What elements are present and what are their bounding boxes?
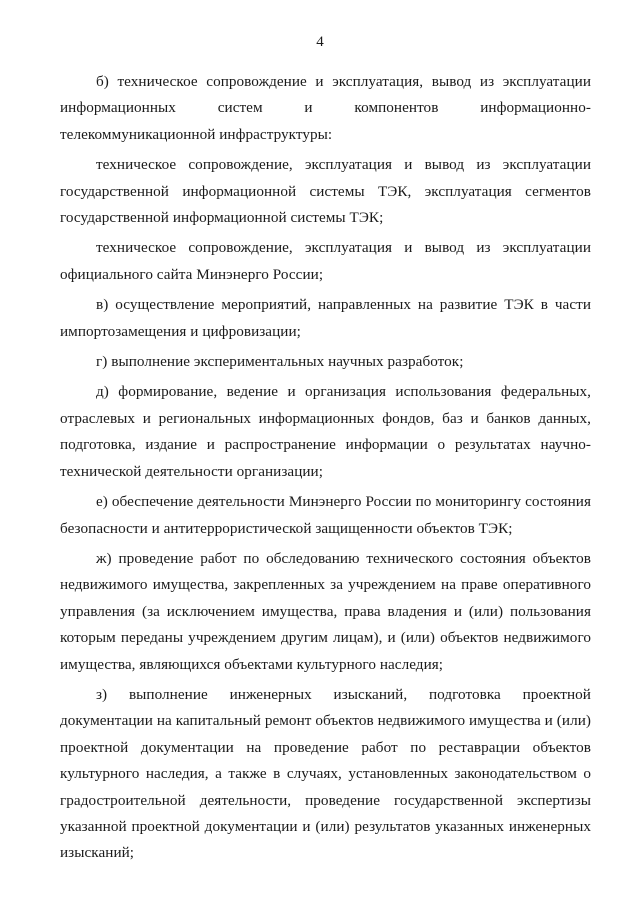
paragraph-b-item-2: техническое сопровождение, эксплуатация и вывод из эксплуатации официального сайта Минэнерго России;: [60, 239, 591, 283]
paragraph-b: б) техническое сопровождение и эксплуатация, вывод из эксплуатации информационных систем и компонентов информационно-телекоммуникационной инфраструктуры:: [60, 73, 591, 143]
paragraph-e: е) обеспечение деятельности Минэнерго России по мониторингу состояния безопасности и антитеррористической защищенности объектов ТЭК;: [60, 493, 591, 537]
document-body: [60, 69, 591, 869]
paragraph-v: в) осуществление мероприятий, направленных на развитие ТЭК в части импортозамещения и цифровизации;: [60, 296, 591, 340]
page-number: 4: [316, 34, 324, 50]
paragraph-g: г) выполнение экспериментальных научных разработок;: [96, 353, 464, 371]
paragraph-d: д) формирование, ведение и организация использования федеральных, отраслевых и региональных информационных фондов, баз и банков данных, подготовка, издание и распространение информации о результатах научно-технической деятельности организации;: [60, 383, 591, 480]
paragraph-zh: ж) проведение работ по обследованию технического состояния объектов недвижимого имущества, закрепленных за учреждением на праве оперативного управления (за исключением имущества, права владения и (или) пользования которым переданы учреждением другим лицам), и (или) объектов недвижимого имущества, являющихся объектами культурного наследия;: [60, 549, 591, 673]
paragraph-b-item-1: техническое сопровождение, эксплуатация и вывод из эксплуатации государственной информационной системы ТЭК, эксплуатация сегментов государственной информационной системы ТЭК;: [60, 156, 591, 227]
paragraph-z: з) выполнение инженерных изысканий, подготовка проектной документации на капитальный ремонт объектов недвижимого имущества и (или) проектной документации на проведение работ по реставрации объектов культурного наследия, а также в случаях, установленных законодательством о градостроительной деятельности, проведение государственной экспертизы указанной проектной документации и (или) результатов указанных инженерных изысканий;: [60, 685, 591, 862]
